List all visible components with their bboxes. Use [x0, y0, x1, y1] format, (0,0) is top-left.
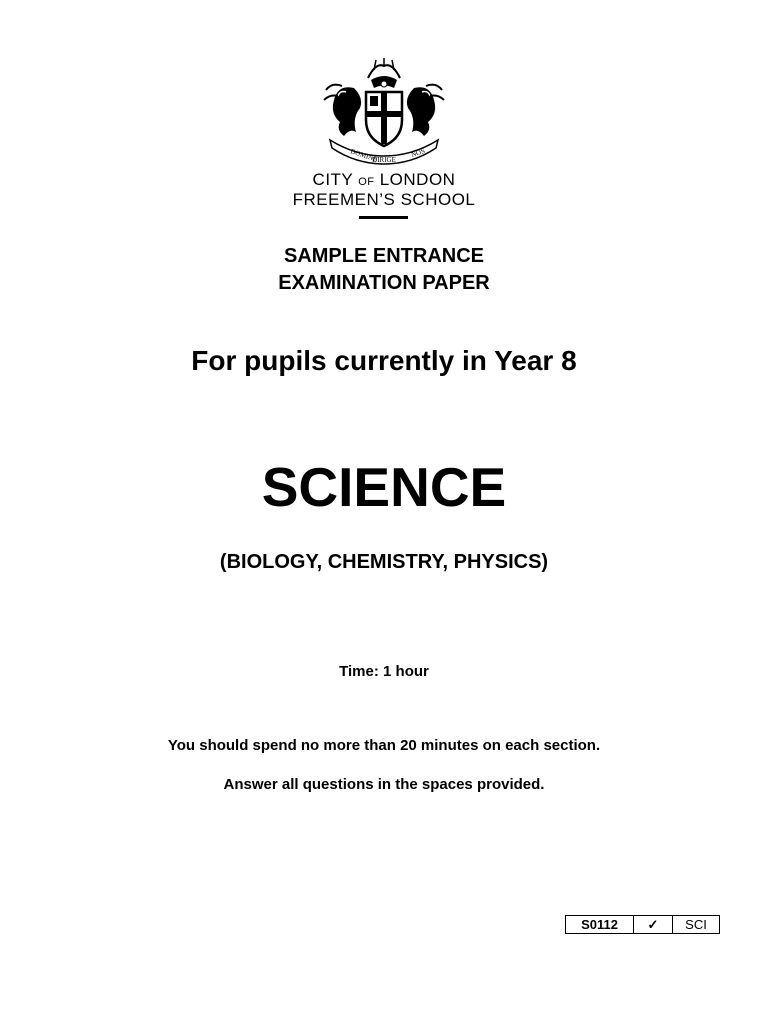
subject-code: SCI — [673, 916, 720, 934]
instruction-time-per-section: You should spend no more than 20 minutes on each section. — [167, 737, 601, 754]
paper-code: S0112 — [566, 916, 634, 934]
time-allowed: Time: 1 hour — [339, 663, 429, 680]
checkmark-icon: ✓ — [634, 916, 673, 934]
school-divider — [359, 216, 408, 219]
school-name-of: OF — [358, 176, 375, 188]
paper-title-line-1: SAMPLE ENTRANCE — [283, 245, 484, 267]
motto-center: DIRIGE — [372, 156, 396, 164]
paper-code-box — [565, 915, 720, 934]
audience-heading: For pupils currently in Year 8 — [191, 345, 577, 376]
school-name-city: CITY — [312, 170, 353, 189]
school-name-line-2: FREEMEN’S SCHOOL — [292, 190, 476, 209]
instruction-answer-spaces: Answer all questions in the spaces provided. — [223, 776, 545, 793]
subject-branches: (BIOLOGY, CHEMISTRY, PHYSICS) — [219, 551, 549, 573]
school-crest-icon — [316, 56, 452, 166]
school-name-london: LONDON — [379, 170, 456, 189]
school-name-line-1 — [0, 170, 768, 190]
subject-heading: SCIENCE — [261, 456, 507, 518]
motto-right: NOS — [410, 146, 426, 159]
paper-title-line-2: EXAMINATION PAPER — [278, 272, 490, 294]
motto-left: DOMINE — [349, 147, 379, 164]
